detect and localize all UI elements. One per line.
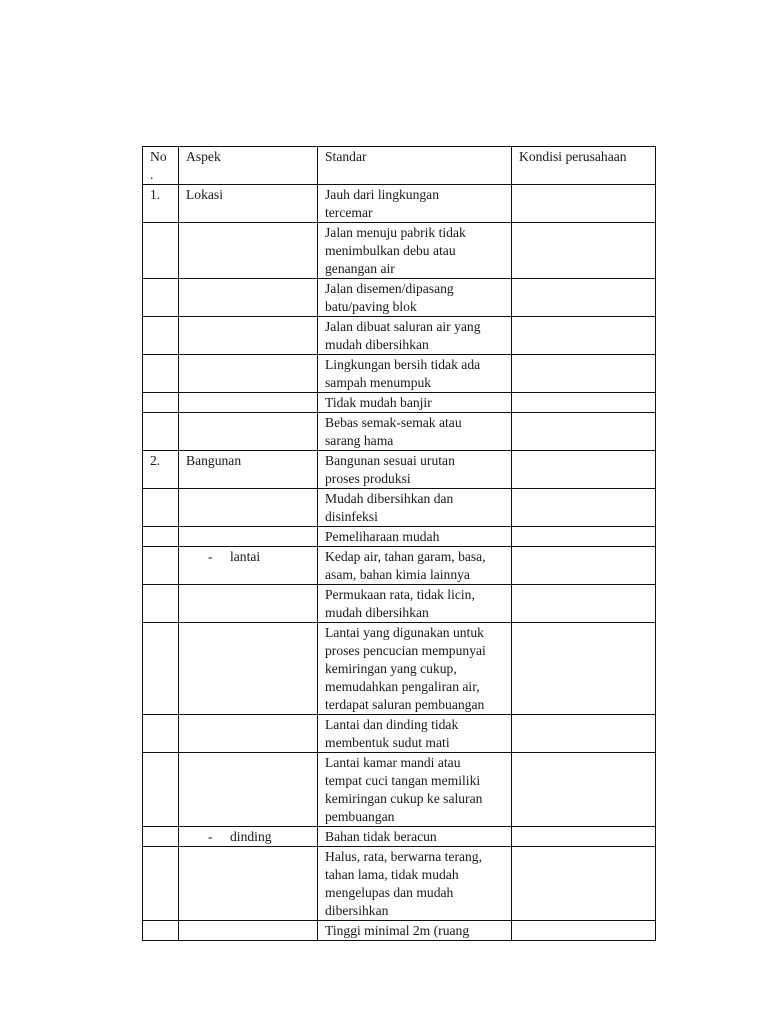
cell-kondisi [512,585,656,623]
cell-aspek [179,527,318,547]
cell-kondisi [512,527,656,547]
cell-standar: Halus, rata, berwarna terang, tahan lama, tidak mudah mengelupas dan mudah dibersihkan [318,847,512,921]
cell-standar: Lantai yang digunakan untuk proses pencucian mempunyai kemiringan yang cukup, memudahkan pengaliran air, terdapat saluran pembuangan [318,623,512,715]
cell-no [143,827,179,847]
cell-no [143,847,179,921]
cell-kondisi [512,451,656,489]
cell-no [143,585,179,623]
cell-kondisi [512,847,656,921]
cell-standar: Lantai kamar mandi atau tempat cuci tangan memiliki kemiringan cukup ke saluran pembuangan [318,753,512,827]
cell-standar: Jauh dari lingkungan tercemar [318,185,512,223]
cell-standar: Lingkungan bersih tidak ada sampah menumpuk [318,355,512,393]
cell-aspek [179,355,318,393]
cell-standar: Tidak mudah banjir [318,393,512,413]
cell-standar: Bangunan sesuai urutan proses produksi [318,451,512,489]
cell-standar: Permukaan rata, tidak licin, mudah dibersihkan [318,585,512,623]
cell-aspek [179,393,318,413]
table-row [143,623,656,715]
cell-no [143,413,179,451]
sub-aspek-label: dinding [230,829,272,844]
cell-aspek [179,413,318,451]
cell-aspek [179,279,318,317]
cell-standar: Jalan dibuat saluran air yang mudah dibersihkan [318,317,512,355]
table-row [143,355,656,393]
sub-aspek-label: lantai [230,549,261,564]
cell-aspek [179,921,318,941]
table-row [143,489,656,527]
cell-aspek [179,547,318,585]
cell-no [143,715,179,753]
cell-no [143,279,179,317]
cell-kondisi [512,223,656,279]
header-standar: Standar [318,147,512,185]
cell-aspek [179,317,318,355]
cell-no [143,223,179,279]
cell-kondisi [512,279,656,317]
cell-no: 2. [143,451,179,489]
table-body [143,147,656,941]
header-aspek: Aspek [179,147,318,185]
header-kondisi: Kondisi perusahaan [512,147,656,185]
cell-kondisi [512,921,656,941]
cell-no [143,753,179,827]
cell-standar: Tinggi minimal 2m (ruang [318,921,512,941]
cell-standar: Kedap air, tahan garam, basa, asam, bahan kimia lainnya [318,547,512,585]
table-row [143,715,656,753]
table-row [143,185,656,223]
cell-no [143,527,179,547]
table-row [143,753,656,827]
table-row [143,223,656,279]
table-row [143,585,656,623]
cell-aspek: Lokasi [179,185,318,223]
cell-kondisi [512,355,656,393]
cell-kondisi [512,623,656,715]
cell-standar: Lantai dan dinding tidak membentuk sudut mati [318,715,512,753]
cell-kondisi [512,413,656,451]
table-row [143,921,656,941]
cell-no [143,317,179,355]
cell-no: 1. [143,185,179,223]
cell-aspek [179,623,318,715]
table-row [143,317,656,355]
cell-standar: Pemeliharaan mudah [318,527,512,547]
header-no: No . [143,147,179,185]
cell-kondisi [512,547,656,585]
cell-kondisi [512,185,656,223]
table-row [143,527,656,547]
cell-no [143,623,179,715]
list-dash: - [208,549,213,564]
cell-aspek: Bangunan [179,451,318,489]
cell-kondisi [512,393,656,413]
cell-no [143,547,179,585]
cell-standar: Jalan menuju pabrik tidak menimbulkan debu atau genangan air [318,223,512,279]
cell-standar: Bahan tidak beracun [318,827,512,847]
cell-no [143,489,179,527]
cell-aspek [179,223,318,279]
cell-standar: Jalan disemen/dipasang batu/paving blok [318,279,512,317]
cell-aspek [179,827,318,847]
cell-no [143,921,179,941]
cell-kondisi [512,827,656,847]
list-dash: - [208,829,213,844]
cell-kondisi [512,715,656,753]
cell-standar: Mudah dibersihkan dan disinfeksi [318,489,512,527]
cell-kondisi [512,753,656,827]
table-row [143,847,656,921]
cell-aspek [179,753,318,827]
inspection-table [142,146,656,941]
cell-aspek [179,489,318,527]
table-row [143,547,656,585]
cell-kondisi [512,489,656,527]
table-row [143,393,656,413]
table-row [143,451,656,489]
table-row [143,827,656,847]
table-header-row [143,147,656,185]
cell-standar: Bebas semak-semak atau sarang hama [318,413,512,451]
cell-aspek [179,847,318,921]
cell-kondisi [512,317,656,355]
cell-no [143,355,179,393]
table-row [143,279,656,317]
cell-aspek [179,585,318,623]
table-row [143,413,656,451]
cell-no [143,393,179,413]
cell-aspek [179,715,318,753]
